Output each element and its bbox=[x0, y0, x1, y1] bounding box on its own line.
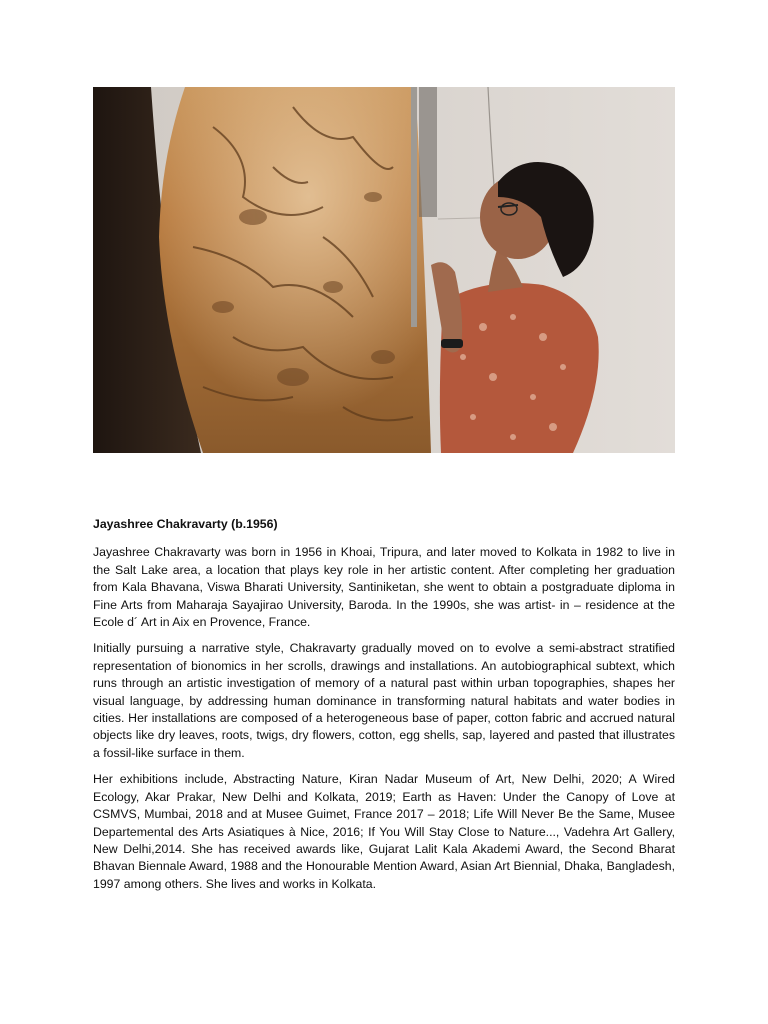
biography-text bbox=[93, 516, 675, 902]
artist-photo bbox=[93, 87, 675, 453]
photo-image bbox=[93, 87, 675, 453]
page-title: Jayashree Chakravarty (b.1956) bbox=[93, 517, 278, 531]
paragraph-biography: Jayashree Chakravarty was born in 1956 in Khoai, Tripura, and later moved to Kolkata in 1982 to live in the Salt Lake area, a location that plays key role in her artistic content. After completing her graduation from Kala Bhavana, Viswa Bharati University, Santiniketan, she went to obtain a postgraduate diploma in Fine Arts from Maharaja Sayajirao University, Baroda. In the 1990s, she was artist- in – residence at the Ecole d´ Art in Aix en Provence, France. bbox=[93, 545, 675, 630]
paragraph-style: Initially pursuing a narrative style, Chakravarty gradually moved on to evolve a semi-abstract stratified representation of bionomics in her scrolls, drawings and installations. An autobiographical subtext, which runs through an artistic investigation of memory of a natural past within urban topographies, shapes her visual language, by addressing human dominance in transforming natural habitats and water bodies in cities. Her installations are composed of a heterogeneous base of paper, cotton fabric and accrued natural objects like dry leaves, roots, twigs, dry flowers, cotton, egg shells, sap, layered and pasted that illustrates a fossil-like surface in them. bbox=[93, 641, 675, 760]
paragraph-exhibitions: Her exhibitions include, Abstracting Nature, Kiran Nadar Museum of Art, New Delhi, 2020; A Wired Ecology, Akar Prakar, New Delhi and Kolkata, 2019; Earth as Haven: Under the Canopy of Love at CSMVS, Mumbai, 2018 and at Musee Guimet, France 2017 – 2018; Life Will Never Be the Same, Musee Departemental des Arts Asiatiques à Nice, 2016; If You Will Stay Close to Nature..., Vadehra Art Gallery, New Delhi,2014. She has received awards like, Gujarat Lalit Kala Akademi Award, the Second Bharat Bhavan Biennale Award, 1988 and the Honourable Mention Award, Asian Art Biennial, Dhaka, Bangladesh, 1997 among others. She lives and works in Kolkata. bbox=[93, 772, 675, 891]
